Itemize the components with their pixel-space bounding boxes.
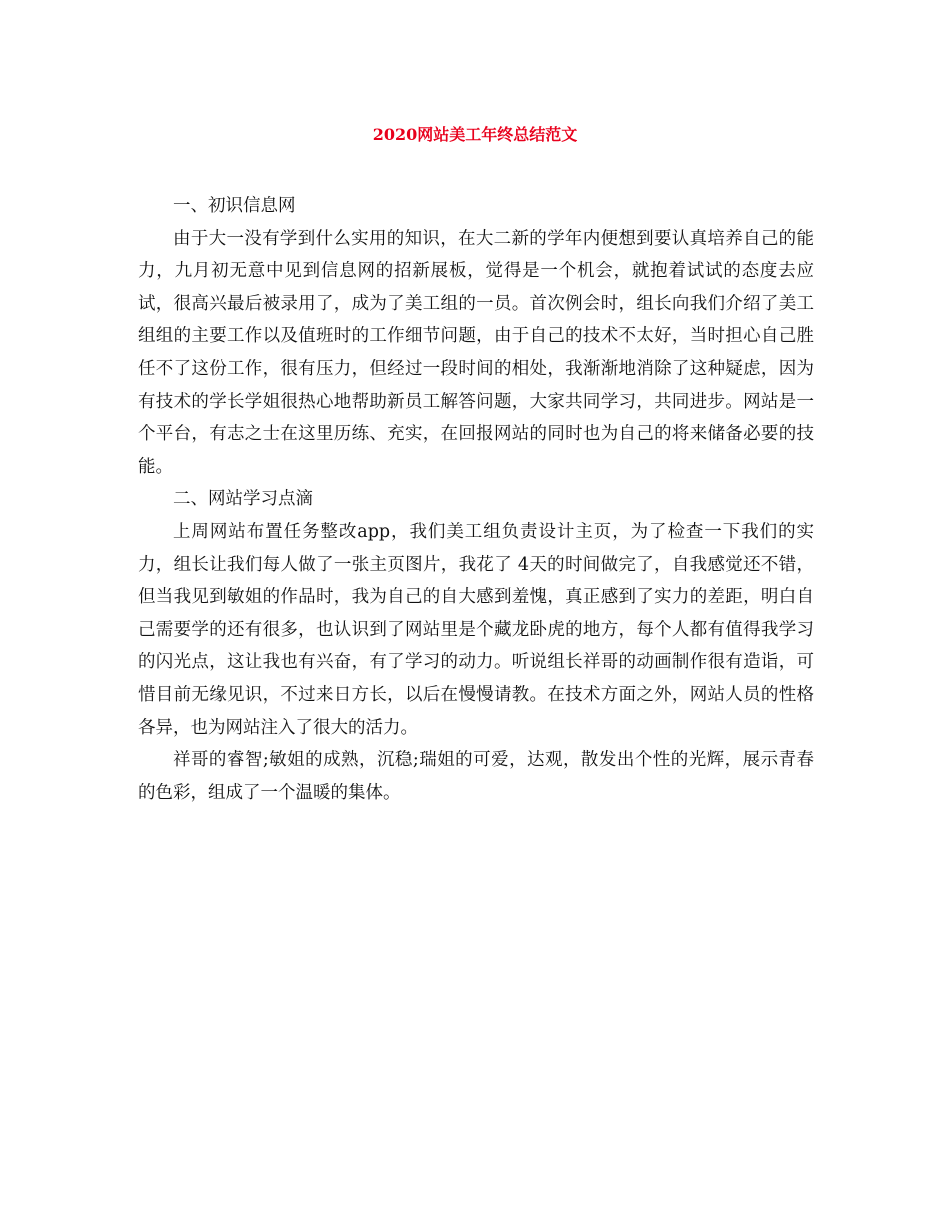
paragraph-3: 祥哥的睿智;敏姐的成熟，沉稳;瑞姐的可爱，达观，散发出个性的光辉，展示青春的色彩，组成了一个温暖的集体。 (138, 750, 814, 803)
section-heading-1: 一、初识信息网 (173, 196, 296, 216)
section-heading-2: 二、网站学习点滴 (173, 489, 313, 510)
paragraph-1: 由于大一没有学到什么实用的知识，在大二新的学年内便想到要认真培养自己的能力，九月初无意中见到信息网的招新展板，觉得是一个机会，就抱着试试的态度去应试，很高兴最后被录用了，成为了美工组的一员。首次例会时，组长向我们介绍了美工组组的主要工作以及值班时的工作细节问题，由于自己的技术不太好，当时担心自己胜任不了这份工作，很有压力，但经过一段时间的相处，我渐渐地消除了这种疑虑，因为有技术的学长学姐很热心地帮助新员工解答问题，大家共同学习，共同进步。网站是一个平台，有志之士在这里历练、充实，在回报网站的同时也为自己的将来储备必要的技能。 (138, 228, 814, 477)
document-title: 2020网站美工年终总结范文 (372, 125, 578, 144)
paragraph-2: 上周网站布置任务整改app，我们美工组负责设计主页，为了检查一下我们的实力，组长让我们每人做了一张主页图片，我花了 4天的时间做完了，自我感觉还不错，但当我见到敏姐的作品时，我为自己的自大感到羞愧，真正感到了实力的差距，明白自己需要学的还有很多，也认识到了网站里是个藏龙卧虎的地方，每个人都有值得我学习的闪光点，这让我也有兴奋，有了学习的动力。听说组长祥哥的动画制作很有造诣，可惜目前无缘见识，不过来日方长，以后在慢慢请教。在技术方面之外，网站人员的性格各异，也为网站注入了很大的活力。 (138, 521, 814, 738)
document-body (138, 190, 814, 809)
